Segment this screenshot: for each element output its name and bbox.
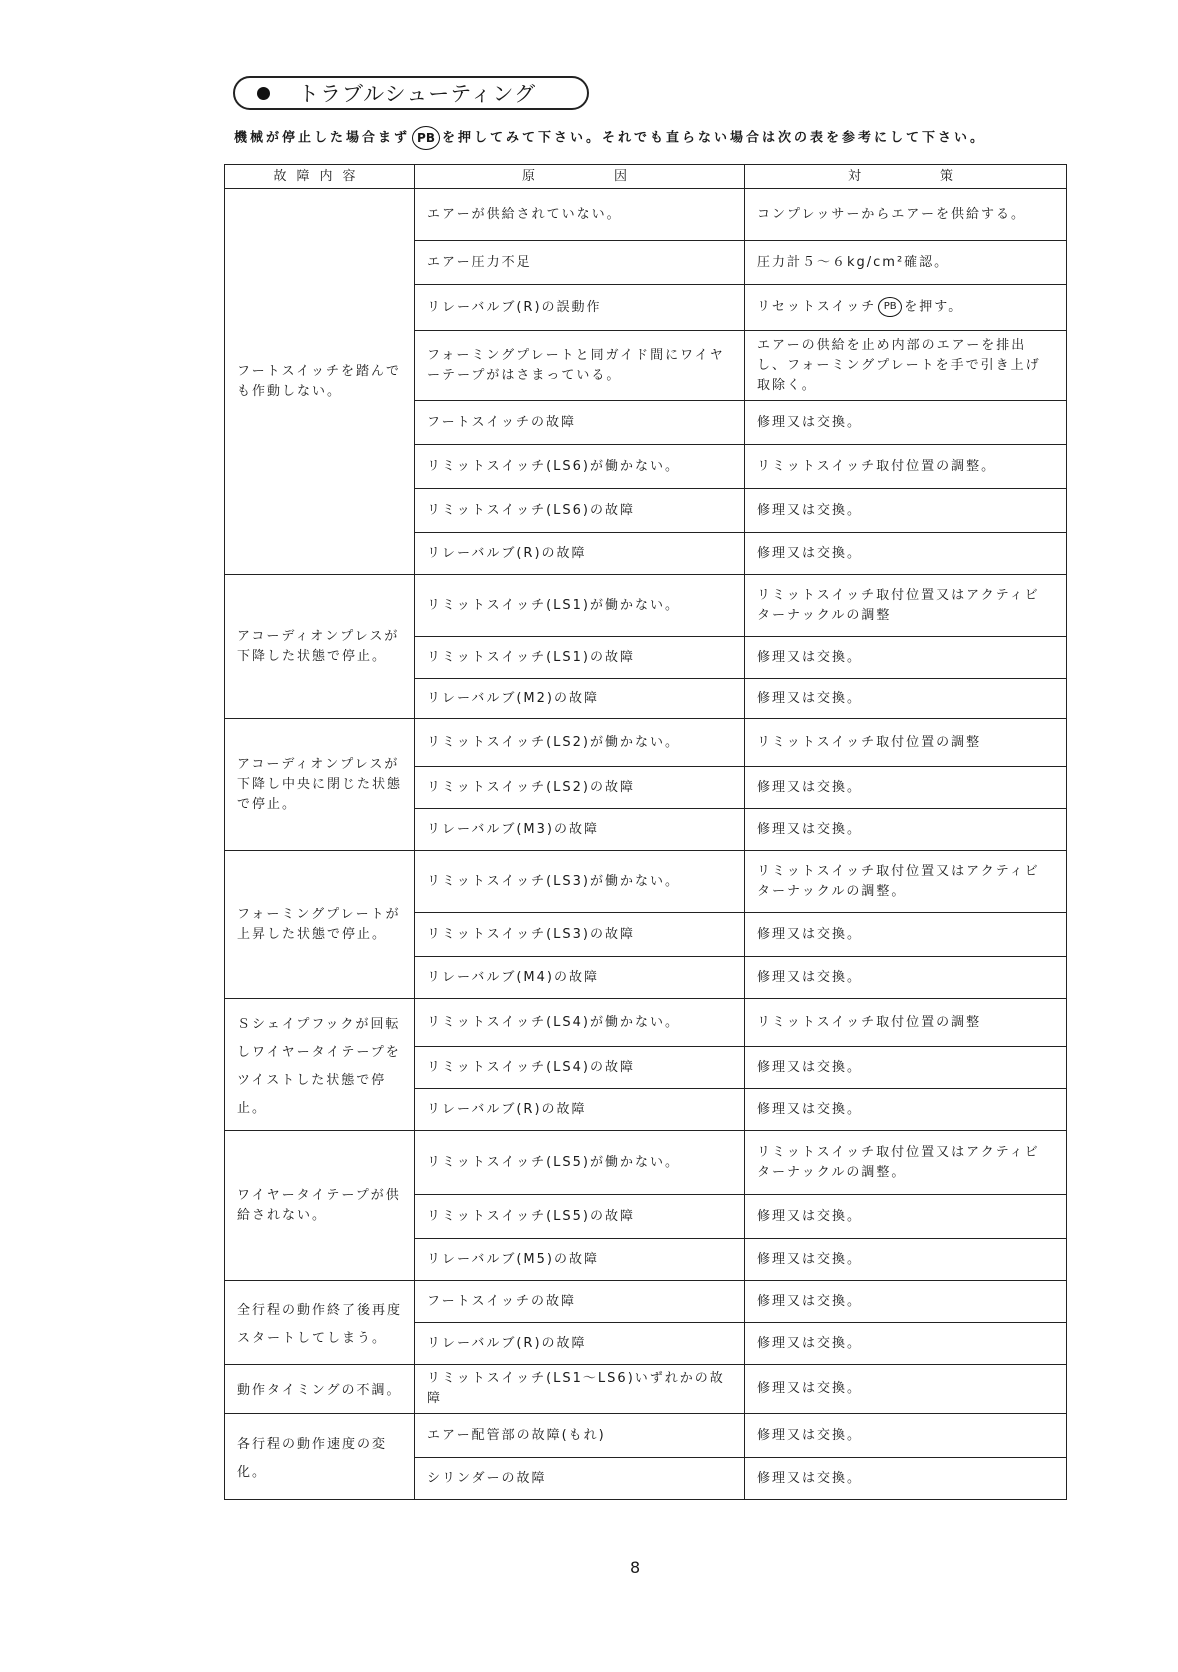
action-cell: エアーの供給を止め内部のエアーを排出し、フォーミングプレートを手で引き上げ取除く。: [745, 331, 1067, 401]
action-cell: 修理又は交換。: [745, 637, 1067, 679]
header-cause: 原 因: [415, 165, 745, 189]
cause-cell: フートスイッチの故障: [415, 1281, 745, 1323]
cause-cell: リミットスイッチ(LS5)が働かない。: [415, 1131, 745, 1195]
action-cell: 修理又は交換。: [745, 533, 1067, 575]
action-cell: 圧力計５～６kg/cm²確認。: [745, 241, 1067, 285]
action-cell: 修理又は交換。: [745, 1047, 1067, 1089]
action-cell: コンプレッサーからエアーを供給する。: [745, 189, 1067, 241]
intro-after: を押してみて下さい。それでも直らない場合は次の表を参考にして下さい。: [442, 130, 987, 146]
cause-cell: リレーバルブ(M4)の故障: [415, 957, 745, 999]
table-row: [225, 1131, 1067, 1195]
table-row: [225, 719, 1067, 767]
action-cell: リミットスイッチ取付位置の調整: [745, 999, 1067, 1047]
cause-cell: リミットスイッチ(LS6)の故障: [415, 489, 745, 533]
intro-text: [234, 126, 1134, 150]
troubleshooting-table: [224, 164, 1067, 1500]
cause-cell: リミットスイッチ(LS1)が働かない。: [415, 575, 745, 637]
action-cell: 修理又は交換。: [745, 913, 1067, 957]
table-row: [225, 1414, 1067, 1458]
symptom-cell: フォーミングプレートが上昇した状態で停止。: [225, 851, 415, 999]
cause-cell: リレーバルブ(M2)の故障: [415, 679, 745, 719]
action-cell: リミットスイッチ取付位置又はアクティビターナックルの調整。: [745, 1131, 1067, 1195]
table-row: [225, 189, 1067, 241]
table-row: [225, 851, 1067, 913]
cause-cell: リレーバルブ(R)の故障: [415, 1323, 745, 1365]
cause-cell: リミットスイッチ(LS4)が働かない。: [415, 999, 745, 1047]
cause-cell: エアー配管部の故障(もれ): [415, 1414, 745, 1458]
cause-cell: リミットスイッチ(LS2)が働かない。: [415, 719, 745, 767]
section-title-text: トラブルシューティング: [298, 82, 537, 106]
action-cell: 修理又は交換。: [745, 1365, 1067, 1414]
table-row: [225, 999, 1067, 1047]
cause-cell: リレーバルブ(M3)の故障: [415, 809, 745, 851]
cause-cell: リミットスイッチ(LS5)の故障: [415, 1195, 745, 1239]
action-cell: リミットスイッチ取付位置又はアクティビターナックルの調整。: [745, 851, 1067, 913]
cause-cell: シリンダーの故障: [415, 1458, 745, 1500]
cause-cell: リミットスイッチ(LS2)の故障: [415, 767, 745, 809]
cause-cell: フートスイッチの故障: [415, 401, 745, 445]
table-row: [225, 1281, 1067, 1323]
action-cell: リミットスイッチ取付位置又はアクティビターナックルの調整: [745, 575, 1067, 637]
table-row: [225, 575, 1067, 637]
cause-cell: リミットスイッチ(LS6)が働かない。: [415, 445, 745, 489]
page-number: 8: [630, 1558, 641, 1577]
action-cell: 修理又は交換。: [745, 489, 1067, 533]
action-cell: 修理又は交換。: [745, 401, 1067, 445]
symptom-cell: Ｓシェイプフックが回転しワイヤータイテープをツイストした状態で停止。: [225, 999, 415, 1131]
action-cell: 修理又は交換。: [745, 809, 1067, 851]
pb-button-icon: PB: [412, 126, 440, 150]
symptom-cell: フートスイッチを踏んでも作動しない。: [225, 189, 415, 575]
action-cell: 修理又は交換。: [745, 679, 1067, 719]
action-cell: 修理又は交換。: [745, 1239, 1067, 1281]
action-cell: 修理又は交換。: [745, 1414, 1067, 1458]
cause-cell: エアー圧力不足: [415, 241, 745, 285]
action-cell: リミットスイッチ取付位置の調整。: [745, 445, 1067, 489]
cause-cell: リミットスイッチ(LS1)の故障: [415, 637, 745, 679]
symptom-cell: 各行程の動作速度の変化。: [225, 1414, 415, 1500]
symptom-cell: アコーディオンプレスが下降し中央に閉じた状態で停止。: [225, 719, 415, 851]
action-cell: 修理又は交換。: [745, 1195, 1067, 1239]
action-cell: 修理又は交換。: [745, 1281, 1067, 1323]
symptom-cell: アコーディオンプレスが下降した状態で停止。: [225, 575, 415, 719]
symptom-cell: 動作タイミングの不調。: [225, 1365, 415, 1414]
cause-cell: エアーが供給されていない。: [415, 189, 745, 241]
action-cell: [745, 285, 1067, 331]
cause-cell: リレーバルブ(R)の故障: [415, 1089, 745, 1131]
action-cell: 修理又は交換。: [745, 1089, 1067, 1131]
cause-cell: リミットスイッチ(LS4)の故障: [415, 1047, 745, 1089]
table-header-row: [225, 165, 1067, 189]
cause-cell: リミットスイッチ(LS1～LS6)いずれかの故障: [415, 1365, 745, 1414]
action-cell: 修理又は交換。: [745, 1458, 1067, 1500]
action-after: を押す。: [904, 299, 964, 315]
symptom-cell: ワイヤータイテープが供給されない。: [225, 1131, 415, 1281]
action-cell: リミットスイッチ取付位置の調整: [745, 719, 1067, 767]
action-cell: 修理又は交換。: [745, 767, 1067, 809]
section-title: [233, 76, 589, 110]
cause-cell: リレーバルブ(R)の故障: [415, 533, 745, 575]
header-symptom: 故障内容: [225, 165, 415, 189]
cause-cell: リレーバルブ(R)の誤動作: [415, 285, 745, 331]
header-action: 対 策: [745, 165, 1067, 189]
action-before: リセットスイッチ: [757, 299, 877, 315]
cause-cell: リレーバルブ(M5)の故障: [415, 1239, 745, 1281]
cause-cell: リミットスイッチ(LS3)が働かない。: [415, 851, 745, 913]
intro-before: 機械が停止した場合まず: [234, 130, 411, 146]
table-row: [225, 1365, 1067, 1414]
symptom-cell: 全行程の動作終了後再度スタートしてしまう。: [225, 1281, 415, 1365]
cause-cell: フォーミングプレートと同ガイド間にワイヤーテープがはさまっている。: [415, 331, 745, 401]
bullet-icon: [257, 87, 270, 100]
action-cell: 修理又は交換。: [745, 957, 1067, 999]
cause-cell: リミットスイッチ(LS3)の故障: [415, 913, 745, 957]
action-cell: 修理又は交換。: [745, 1323, 1067, 1365]
pb-button-icon: PB: [878, 297, 902, 317]
